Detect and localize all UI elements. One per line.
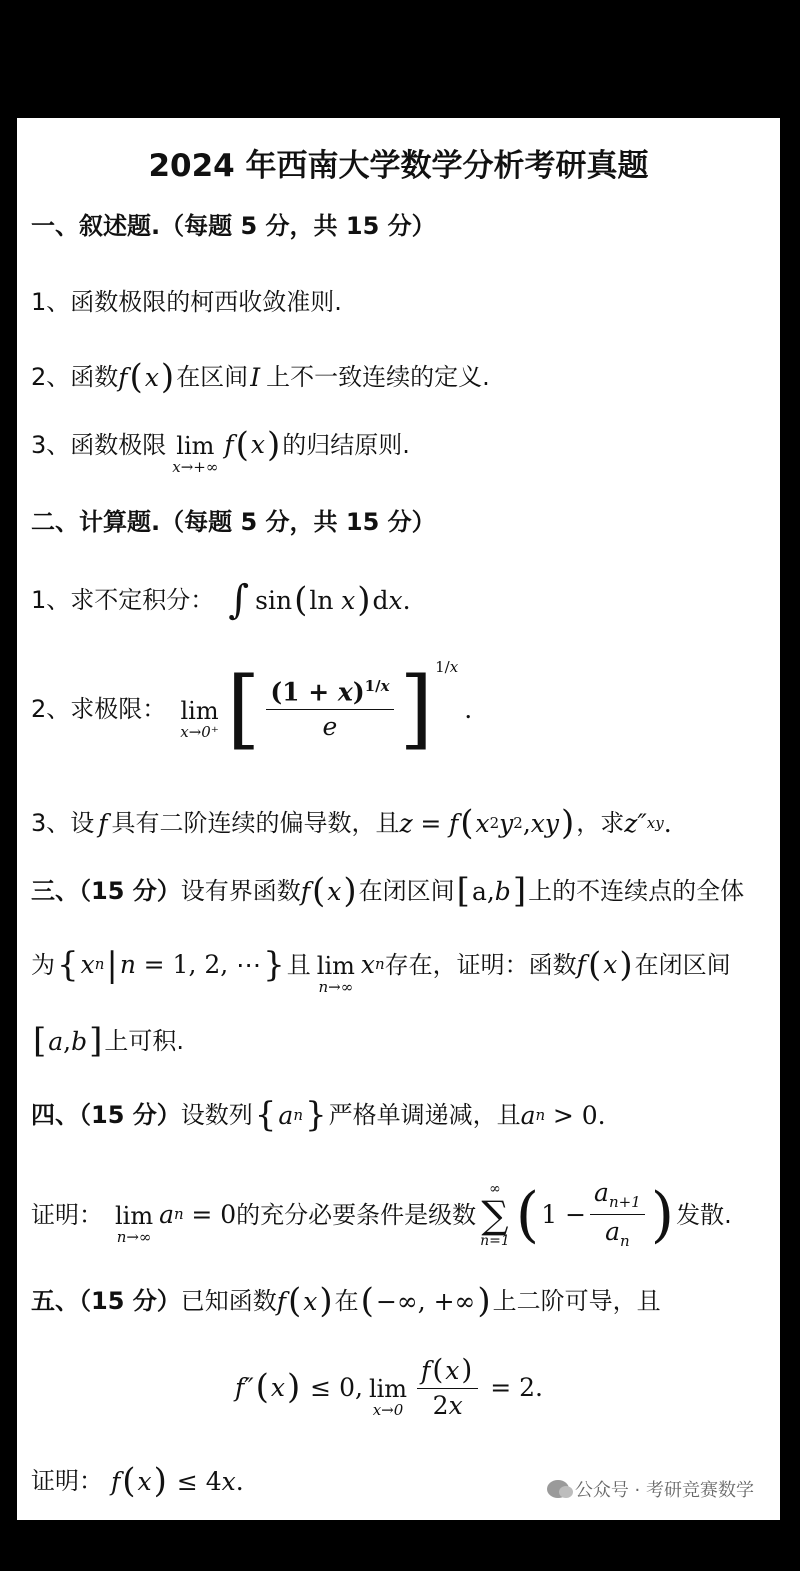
s1-question2: 2、函数 f ( x ) 在区间 I 上不一致连续的定义. (31, 357, 490, 397)
page-title: 2024 年西南大学数学分析考研真题 (148, 148, 649, 184)
s2-question3: 3、设 f 具有二阶连续的偏导数，且 z = f ( x 2 y 2 , xy ) ，求 z″ xy . (31, 803, 672, 843)
section2-heading: 二、计算题.（每题 5 分，共 15 分） (31, 508, 436, 536)
s5-proof: 证明： f ( x ) ≤ 4 x . (31, 1461, 244, 1501)
s5-line1: 五、（15 分） 已知函数 f ( x ) 在 ( −∞, +∞ ) 上二阶可导，且 (31, 1281, 661, 1321)
s4-line1: 四、（15 分） 设数列 { a n } 严格单调递减，且 a n > 0. (31, 1095, 606, 1135)
s1-question3: 3、函数极限 lim x→+∞ f ( x ) 的归结原则. (31, 424, 410, 476)
s3-line2: 为 { x n | n = 1, 2, ⋯ } 且 lim n→∞ x n 存在，证明：函数 f ( x ) 在闭区间 (31, 944, 731, 996)
s1-question1: 1、函数极限的柯西收敛准则. (31, 288, 342, 316)
s2-question1: 1、求不定积分： ∫ sin ( ln x ) d x . (31, 577, 411, 623)
s3-line1: 三、（15 分） 设有界函数 f ( x ) 在闭区间 [ a , b ] 上的不连续点的全体 (31, 871, 745, 911)
watermark (547, 1476, 754, 1502)
exam-paper (17, 118, 780, 1520)
wechat-icon (547, 1480, 569, 1498)
s3-line3: [ a , b ] 上可积. (33, 1021, 185, 1061)
s4-line2: 证明： lim n→∞ a n = 0 的充分必要条件是级数 ∞ ∑ n=1 ( 1 − $\frac{a_{n+1}}{a_n}$ ) 发散. (31, 1178, 732, 1250)
section1-heading: 一、叙述题.（每题 5 分，共 15 分） (31, 212, 436, 240)
watermark-text: 公众号 · 考研竞赛数学 (574, 1480, 754, 1501)
s2-question2: 2、求极限： lim x→0⁺ [ $\frac{(1 + x)^{1/x}}{e}$ ] $^{1/x}$ . (31, 657, 473, 759)
s5-formula: f″ ( x ) ≤ 0, lim x→0 $\frac{f(x)}{2x}$ = 2. (235, 1353, 543, 1420)
